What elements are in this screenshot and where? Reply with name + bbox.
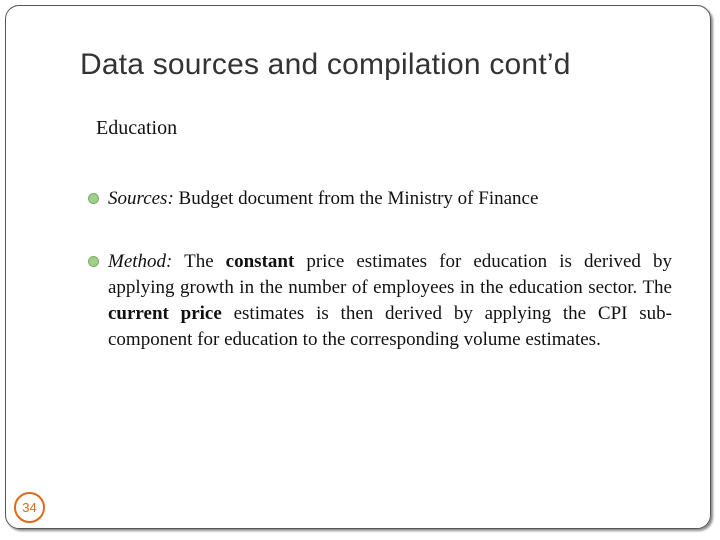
bullet-body: Budget document from the Ministry of Finance <box>173 188 539 209</box>
bullet-body-part: The <box>172 251 226 272</box>
slide-title: Data sources and compilation cont’d <box>80 48 571 81</box>
bullet-emphasis: current price <box>108 303 222 324</box>
bullet-body-part: price estimates for education is derived by applying growth in the number of employees in the education sector. The <box>108 251 672 298</box>
bullet-dot-icon <box>88 256 99 267</box>
bullet-dot-icon <box>88 193 99 204</box>
bullet-item-method <box>88 249 672 353</box>
section-heading: Education <box>96 117 178 139</box>
bullet-emphasis: constant <box>225 251 295 272</box>
page-number-badge: 34 <box>14 492 45 523</box>
bullet-term: Sources: <box>108 188 174 209</box>
bullet-text <box>108 249 672 353</box>
bullet-term: Method: <box>108 251 173 272</box>
bullet-text <box>108 186 672 212</box>
bullet-item-sources <box>88 186 672 212</box>
bullet-body-part: estimates is then derived by applying the CPI sub-component for education to the corresponding volume estimates. <box>108 303 672 350</box>
